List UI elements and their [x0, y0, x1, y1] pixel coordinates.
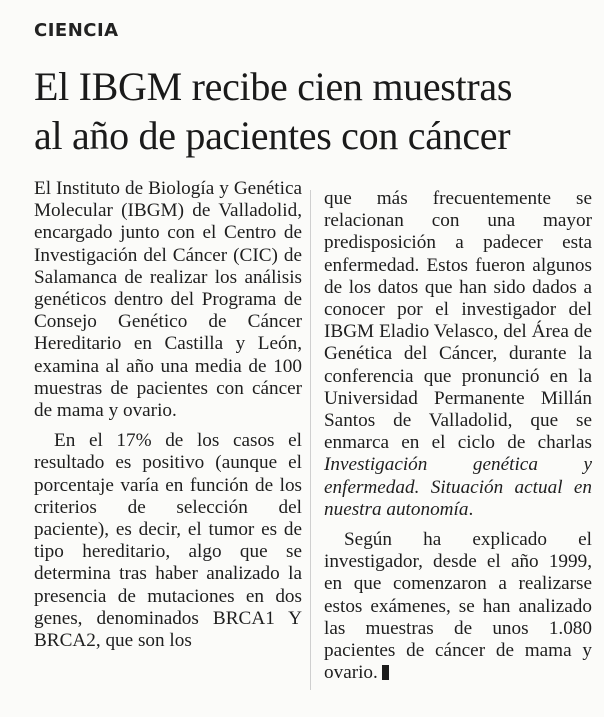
article-headline	[34, 62, 594, 160]
paragraph-1: El Instituto de Biología y Genética Molecular (IBGM) de Valladolid, encargado junto con el Centro de Investigación del Cáncer (CIC) de Salamanca de realizar los análisis genéticos dentro del Programa de Consejo Genético de Cáncer Hereditario en Castilla y León, examina al año una media de 100 muestras de pacientes con cáncer de mama y ovario.	[34, 178, 302, 422]
paragraph-3	[324, 188, 592, 521]
headline-line-2: al año de pacientes con cáncer	[34, 113, 511, 158]
paragraph-2: En el 17% de los casos el resultado es positivo (aunque el porcentaje varía en función de los criterios de selección del paciente), es decir, el tumor es de tipo hereditario, algo que se determina tras haber analizado la presencia de mutaciones en dos genes, denominados BRCA1 Y BRCA2, que son los	[34, 430, 302, 652]
paragraph-3-end: .	[468, 498, 474, 520]
headline-line-1: El IBGM recibe cien muestras	[34, 64, 513, 109]
paragraph-3-text: que más frecuentemente se relacionan con una mayor predisposición a padecer esta enfermedad. Estos fueron algunos de los datos que han sido dados a conocer por el investigador del IBGM Eladio Velasco, del Área de Genética del Cáncer, durante la conferencia que pronunció en la Universidad Permanente Millán Santos de Valladolid, que se enmarca en el ciclo de charlas	[324, 188, 592, 454]
section-label: CIENCIA	[34, 20, 119, 41]
article-column-right	[324, 188, 592, 684]
paragraph-4-text: Según ha explicado el investigador, desde el año 1999, en que comenzaron a realizarse estos exámenes, se han analizado las muestras de unos 1.080 pacientes de cáncer de mama y ovario.	[324, 529, 592, 684]
conference-title: Investigación genética y enfermedad. Situación actual en nuestra autonomía	[324, 454, 592, 520]
end-of-article-icon	[382, 665, 389, 680]
article-column-left	[34, 178, 302, 652]
paragraph-4	[324, 529, 592, 684]
column-divider	[310, 190, 311, 690]
